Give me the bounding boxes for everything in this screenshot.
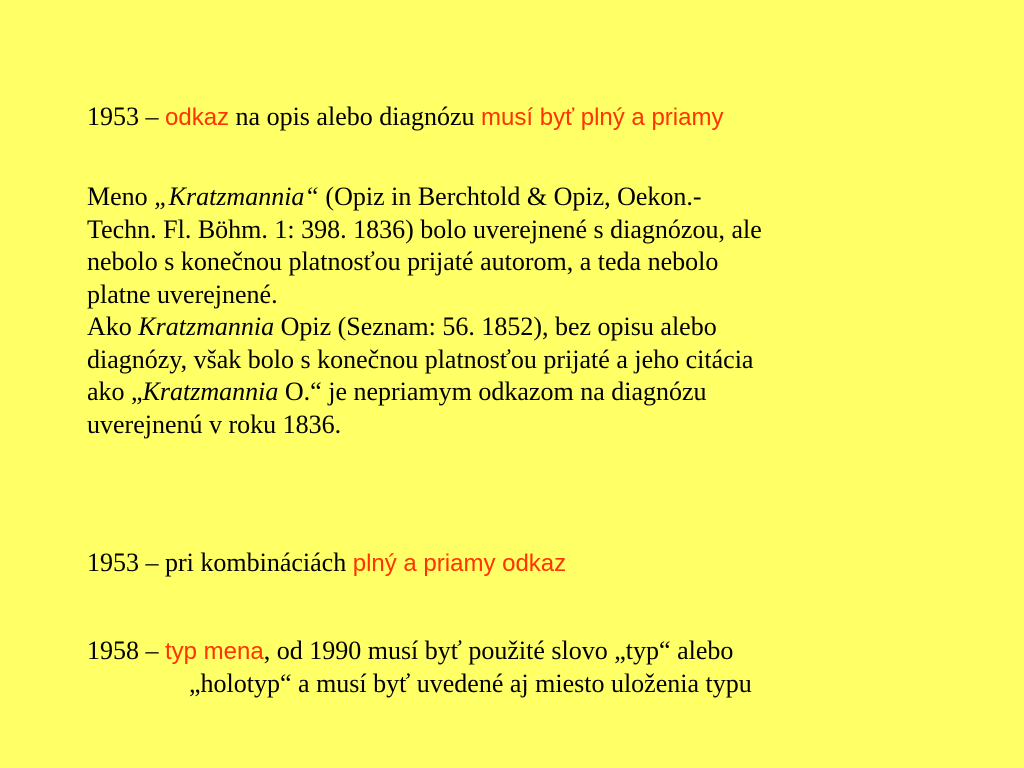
highlight-term: typ mena [165,638,264,665]
text-line [87,311,987,344]
text-line [87,101,987,134]
highlight-term: musí byť plný a priamy [481,104,724,131]
year-label: 1958 – [87,636,165,665]
text-line [87,376,987,409]
example-paragraph [87,181,987,441]
text-line: platne uverejnené. [87,279,278,309]
rule-1958-type [87,635,987,700]
body-text: Ako [87,312,139,341]
body-text: ako „ [87,377,143,406]
body-text: Opiz (Seznam: 56. 1852), bez opisu alebo [274,312,717,341]
highlight-term: plný a priamy odkaz [352,550,567,577]
text-line: nebolo s konečnou platnosťou prijaté autorom, a teda nebolo [87,247,719,276]
text-line: Techn. Fl. Böhm. 1: 398. 1836) bolo uverejnené s diagnózou, ale [87,214,762,244]
body-text: Meno [87,182,155,211]
taxon-name: Kratzmannia [142,377,279,406]
body-text: , od 1990 musí byť použité slovo „typ“ alebo [263,636,734,665]
rule-1953-combinations [87,547,987,580]
body-text: 1953 – pri kombináciách [87,548,353,577]
highlight-term: odkaz [165,104,230,131]
text-line: „holotyp“ a musí byť uvedené aj miesto uloženia typu [189,668,752,698]
text-line [87,181,987,214]
body-text: na opis alebo diagnózu [229,102,482,131]
body-text: (Opiz in Berchtold & Opiz, Oekon.- [318,182,702,211]
body-text: O.“ je nepriamym odkazom na diagnózu [278,377,707,406]
text-line [87,547,987,580]
taxon-name: „Kratzmannia“ [154,182,319,211]
text-line: uverejnenú v roku 1836. [87,409,342,439]
taxon-name: Kratzmannia [138,312,275,341]
text-line [87,635,987,668]
text-line: diagnózy, však bolo s konečnou platnosťou prijaté a jeho citácia [87,344,754,374]
year-label: 1953 – [87,102,165,131]
rule-1953-reference [87,101,987,134]
